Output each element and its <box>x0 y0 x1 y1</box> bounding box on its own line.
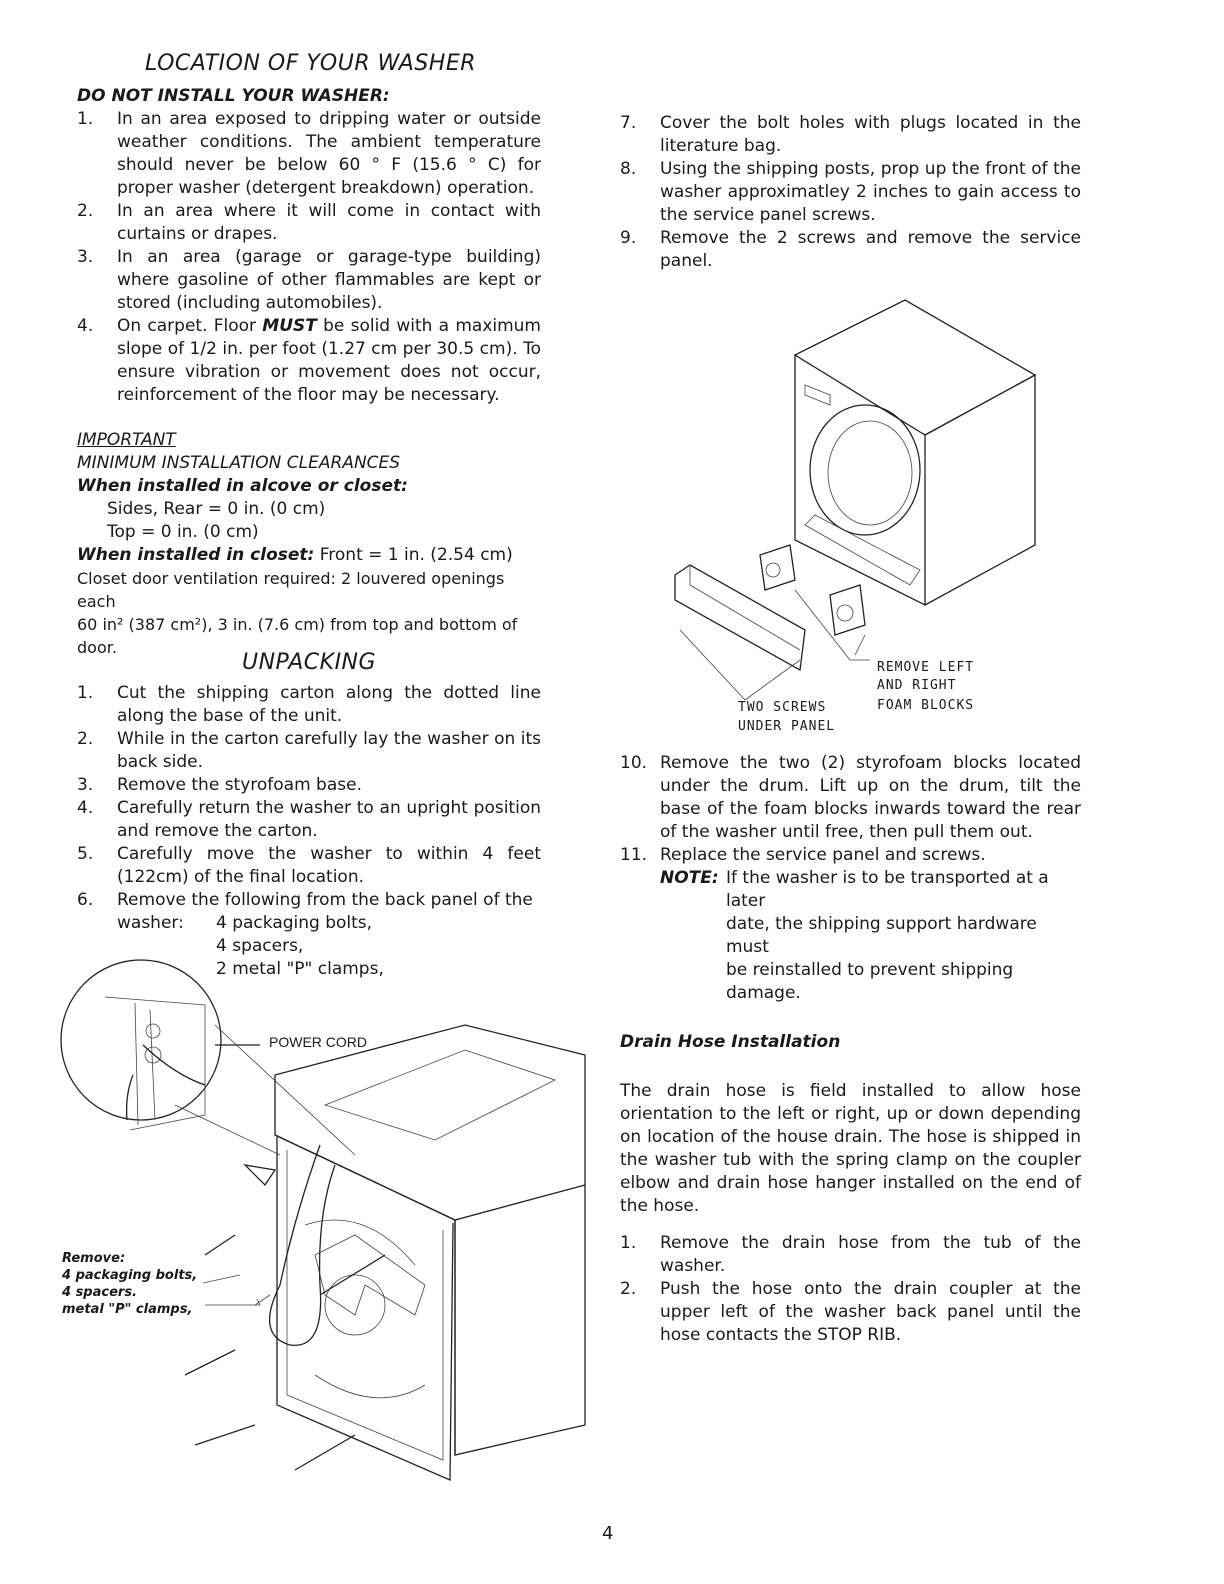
closet-heading: When installed in closet: <box>77 545 315 565</box>
closet-line: When installed in closet: Front = 1 in. (2.54 cm) <box>77 545 513 565</box>
page-number: 4 <box>602 1523 614 1544</box>
drain-hose-paragraph: The drain hose is field installed to allow hose orientation to the left or right, up or down depending on location of the house drain. The hose is shipped in the washer tub with the spring clamp on the coupler elbow and drain hose hanger installed on the end of the hose. <box>620 1081 1081 1216</box>
remove-label: Remove: 4 packaging bolts, 4 spacers. metal "P" clamps, <box>62 1251 198 1317</box>
list-item: 3. In an area (garage or garage-type building) where gasoline of other flammables are kept or stored (including automobiles). <box>77 247 541 313</box>
location-title: LOCATION OF YOUR WASHER <box>145 51 477 76</box>
clearances-heading: MINIMUM INSTALLATION CLEARANCES <box>77 453 401 473</box>
alcove-heading: When installed in alcove or closet: <box>77 476 408 496</box>
list-item: 1. Cut the shipping carton along the dotted line along the base of the unit. <box>77 683 541 726</box>
do-not-install-heading: DO NOT INSTALL YOUR WASHER: <box>77 86 390 106</box>
list-item: 4. Carefully return the washer to an upright position and remove the carton. <box>77 798 541 841</box>
list-item: 5. Carefully move the washer to within 4 feet (122cm) of the final location. <box>77 844 541 887</box>
drain-hose-heading: Drain Hose Installation <box>620 1032 841 1052</box>
note-block: NOTE: If the washer is to be transported at a later date, the shipping support hardware must be reinstalled to prevent shipping damage. <box>660 868 1049 1003</box>
list-item: 11. Replace the service panel and screws. <box>620 845 986 865</box>
under-panel-label: UNDER PANEL <box>738 719 836 734</box>
left-column <box>77 52 541 981</box>
list-item: 7. Cover the bolt holes with plugs located in the literature bag. <box>620 113 1081 156</box>
sides-rear-clearance: Sides, Rear = 0 in. (0 cm) <box>107 499 326 519</box>
do-not-install-list <box>77 108 541 407</box>
top-clearance: Top = 0 in. (0 cm) <box>107 522 259 542</box>
foam-blocks-label: FOAM BLOCKS <box>877 698 975 713</box>
two-screws-label: TWO SCREWS <box>738 700 827 715</box>
list-item: 4. On carpet. Floor MUST be solid with a maximum slope of 1/2 in. per foot (1.27 cm per 30.5 cm). To ensure vibration or movement does not occur, reinforcement of the floor may be necessary. <box>77 316 541 405</box>
steps-10-11 <box>620 752 1081 867</box>
list-item: 9. Remove the 2 screws and remove the service panel. <box>620 228 1081 271</box>
list-item: 1. Remove the drain hose from the tub of the washer. <box>620 1233 1081 1276</box>
list-item: 2. In an area where it will come in contact with curtains or drapes. <box>77 201 541 244</box>
foam-blocks-callout: REMOVE LEFT AND RIGHT <box>877 660 975 693</box>
unpacking-title: UNPACKING <box>242 650 377 675</box>
list-item: 2. Push the hose onto the drain coupler at the upper left of the washer back panel until the hose contacts the STOP RIB. <box>620 1279 1081 1345</box>
important-heading: IMPORTANT <box>77 430 176 450</box>
ventilation-text: Closet door ventilation required: 2 louvered openings each 60 in² (387 cm²), 3 in. (7.6 cm) from top and bottom of door. <box>77 569 518 657</box>
right-column <box>620 112 1081 273</box>
steps-7-9 <box>620 112 1081 273</box>
list-item: 6. Remove the following from the back panel of the washer: 4 packaging bolts, 4 spacers, 2 metal "P" clamps, <box>77 890 533 979</box>
power-cord-label: POWER CORD <box>269 1034 367 1050</box>
unpacking-list <box>77 682 541 981</box>
list-item: 1. In an area exposed to dripping water or outside weather conditions. The ambient temperature should never be below 60 ° F (15.6 ° C) for proper washer (detergent breakdown) operation. <box>77 109 541 198</box>
note-label: NOTE: <box>660 868 719 888</box>
drain-hose-steps <box>620 1232 1081 1347</box>
washer-front-figure <box>665 295 1055 715</box>
right-column-lower <box>620 752 1081 1347</box>
list-item: 8. Using the shipping posts, prop up the front of the washer approximatley 2 inches to gain access to the service panel screws. <box>620 159 1081 225</box>
list-item: 2. While in the carton carefully lay the washer on its back side. <box>77 729 541 772</box>
list-item: 10. Remove the two (2) styrofoam blocks located under the drum. Lift up on the drum, tilt the base of the foam blocks inwards toward the rear of the washer until free, then pull them out. <box>620 753 1081 842</box>
list-item: 3. Remove the styrofoam base. <box>77 775 362 795</box>
